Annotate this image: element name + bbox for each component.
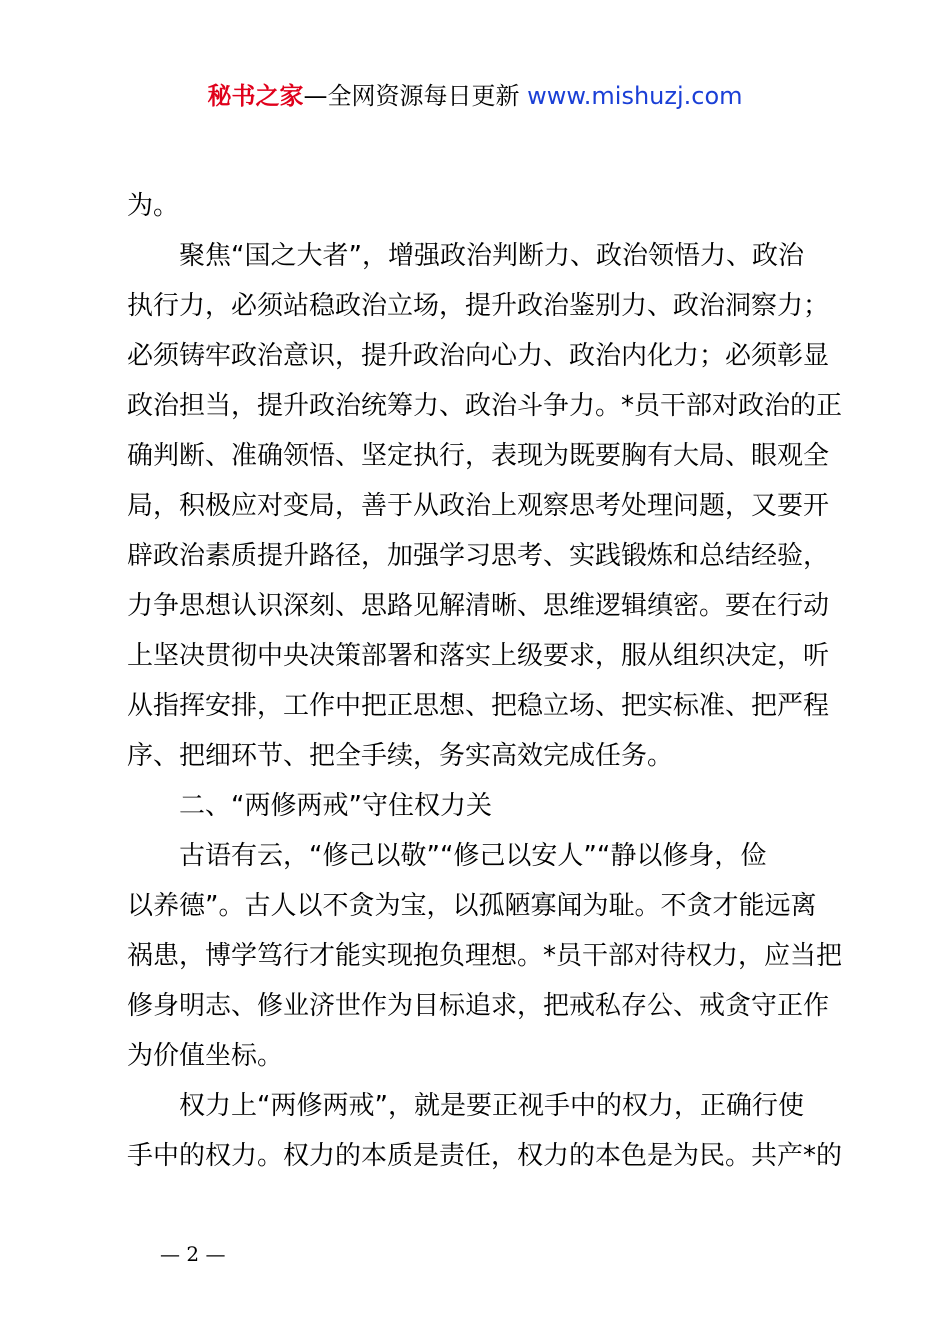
site-url-link[interactable]: www.mishuzj.com	[527, 82, 743, 110]
text-line: 以养德”。古人以不贪为宝，以孤陋寡闻为耻。不贪才能远离	[127, 891, 817, 921]
text-line: 必须铸牢政治意识，提升政治向心力、政治内化力；必须彰显	[127, 341, 830, 371]
text-line: 局，积极应对变局，善于从政治上观察思考处理问题，又要开	[127, 491, 830, 521]
text-line: 古语有云，“修己以敬”“修己以安人”“静以修身，俭	[127, 841, 767, 871]
brand-name: 秘书之家	[207, 82, 304, 110]
text-line: 从指挥安排，工作中把正思想、把稳立场、把实标准、把严程	[127, 691, 830, 721]
text-line: 聚焦“国之大者”，增强政治判断力、政治领悟力、政治	[127, 241, 804, 271]
text-line: 祸患，博学笃行才能实现抱负理想。*员干部对待权力，应当把	[127, 941, 843, 971]
site-header	[0, 80, 950, 112]
document-body	[127, 181, 843, 1181]
text-line: 为价值坐标。	[127, 1041, 284, 1071]
text-line: 权力上“两修两戒”，就是要正视手中的权力，正确行使	[127, 1091, 804, 1121]
text-line: 力争思想认识深刻、思路见解清晰、思维逻辑缜密。要在行动	[127, 591, 830, 621]
text-line: 确判断、准确领悟、坚定执行，表现为既要胸有大局、眼观全	[127, 441, 830, 471]
text-line: 手中的权力。权力的本质是责任，权力的本色是为民。共产*的	[127, 1141, 843, 1171]
text-line: 修身明志、修业济世作为目标追求，把戒私存公、戒贪守正作	[127, 991, 830, 1021]
text-line: 政治担当，提升政治统筹力、政治斗争力。*员干部对政治的正	[127, 391, 843, 421]
text-line: 为。	[127, 191, 180, 221]
text-line: 辟政治素质提升路径，加强学习思考、实践锻炼和总结经验，	[127, 541, 830, 571]
section-heading: 二、“两修两戒”守住权力关	[127, 791, 492, 821]
text-line: 上坚决贯彻中央决策部署和落实上级要求，服从组织决定，听	[127, 641, 830, 671]
text-line: 序、把细环节、把全手续，务实高效完成任务。	[127, 741, 674, 771]
page-number: — 2 —	[160, 1242, 226, 1266]
site-tagline: —全网资源每日更新	[303, 82, 520, 110]
text-line: 执行力，必须站稳政治立场，提升政治鉴别力、政治洞察力；	[127, 291, 830, 321]
